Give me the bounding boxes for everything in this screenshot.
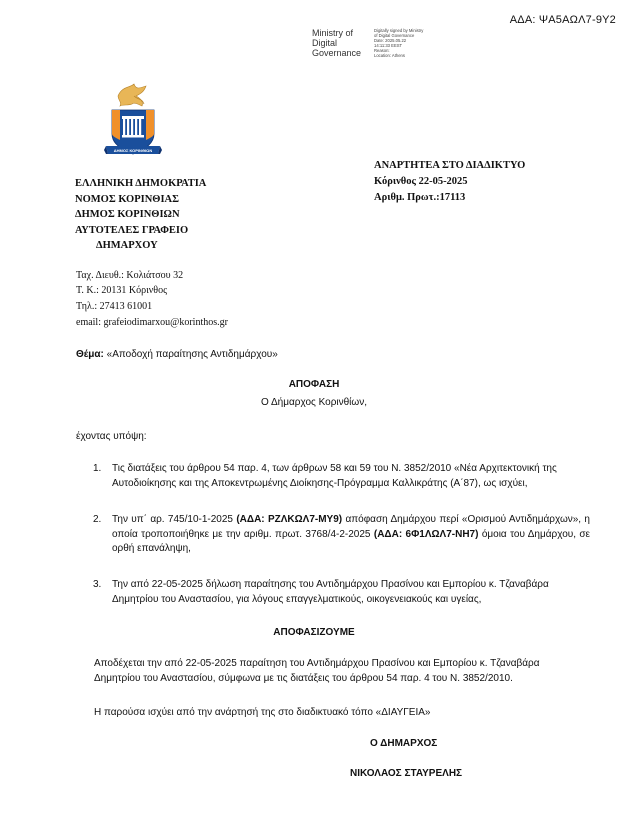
we-decide-title: ΑΠΟΦΑΣΙΖΟΥΜΕ	[273, 627, 355, 638]
signature-line-3: Governance	[312, 48, 362, 58]
decision-line: Αποδέχεται την από 22-05-2025 παραίτηση του Αντιδημάρχου Πρασίνου και Εμπορίου κ. Τζαναβάρα	[94, 658, 540, 669]
item-number: 3.	[93, 579, 102, 590]
protocol-number: Αριθμ. Πρωτ.:17113	[374, 192, 466, 203]
item-text-line: Την από 22-05-2025 δήλωση παραίτησης του Αντιδημάρχου Πρασίνου και Εμπορίου κ. Τζαναβάρα	[112, 579, 549, 590]
decision-line: Δημητρίου του Αναστασίου, σύμφωνα με τις διατάξεις του άρθρου 54 παρ. 4 του Ν. 3852/2010.	[94, 672, 513, 684]
item-text-line: Τις διατάξεις του άρθρου 54 παρ. 4, των άρθρων 58 και 59 του Ν. 3852/2010 «Νέα Αρχιτεκτονική της	[112, 463, 557, 474]
validity-line: Η παρούσα ισχύει από την ανάρτησή της στο διαδικτυακό τόπο «ΔΙΑΥΓΕΙΑ»	[94, 707, 431, 718]
item-text-line: Αυτοδιοίκησης και της Αποκεντρωμένης Διοίκησης-Πρόγραμμα Καλλικράτης (Α΄87), ως ισχύει,	[112, 477, 528, 489]
document-date: Κόρινθος 22-05-2025	[374, 176, 468, 187]
subject-line	[76, 348, 278, 363]
address-email: email: grafeiodimarxou@korinthos.gr	[76, 317, 228, 328]
item-text	[112, 513, 590, 557]
decision-subtitle: Ο Δήμαρχος Κορινθίων,	[260, 397, 367, 408]
signature-detail: Date: 2025.05.22	[374, 38, 407, 43]
signature-detail: 14:11:33 EEST	[374, 43, 403, 48]
item-text-part: απόφαση Δημάρχου περί «Ορισμού Αντιδημάρχων», η οποία τροποποιήθηκε με την αριθμ. πρωτ. 3768/4-2-2025	[112, 514, 590, 540]
subject-text: «Αποδοχή παραίτησης Αντιδημάρχου»	[106, 349, 278, 360]
item-number: 2.	[93, 514, 102, 525]
signature-detail: Location: Athens	[374, 53, 405, 58]
header-office: ΑΥΤΟΤΕΛΕΣ ΓΡΑΦΕΙΟ	[75, 225, 189, 236]
ada-reference: (ΑΔΑ: ΡΖΛΚΩΛ7-ΜΥ9)	[236, 514, 343, 525]
list-item	[0, 513, 628, 563]
ada-reference: (ΑΔΑ: 6Φ1ΛΩΛ7-ΝΗ7)	[373, 528, 479, 540]
municipality-logo	[104, 82, 162, 164]
address-street: Ταχ. Διευθ.: Κολιάτσου 32	[76, 270, 184, 281]
item-number: 1.	[93, 463, 102, 474]
signature-ministry	[312, 28, 361, 58]
header-mayor-office: ΔΗΜΑΡΧΟΥ	[96, 240, 158, 251]
header-municipality: ΔΗΜΟΣ ΚΟΡΙΝΘΙΩΝ	[75, 209, 180, 220]
list-item	[0, 462, 628, 496]
signer-title: Ο ΔΗΜΑΡΧΟΣ	[370, 738, 438, 749]
address-postcode: Τ. Κ.: 20131 Κόρινθος	[76, 285, 168, 296]
signature-detail: Digitally signed by Ministry	[374, 28, 424, 33]
item-text-part: όμοια του Δημάρχου, σε ορθή επανάληψη,	[112, 528, 591, 554]
digital-signature	[312, 28, 452, 68]
subject-label: Θέμα:	[76, 349, 104, 360]
svg-text:ΔΗΜΟΣ ΚΟΡΙΝΘΙΩΝ: ΔΗΜΟΣ ΚΟΡΙΝΘΙΩΝ	[113, 148, 153, 153]
signature-detail: Reason:	[374, 48, 390, 53]
signature-detail: of Digital Governance	[374, 33, 415, 38]
signer-name: ΝΙΚΟΛΑΟΣ ΣΤΑΥΡΕΛΗΣ	[350, 768, 463, 779]
item-text-line: Δημητρίου του Αναστασίου, για λόγους επαγγελματικούς, οικογενειακούς και υγείας,	[112, 593, 482, 605]
header-prefecture: ΝΟΜΟΣ ΚΟΡΙΝΘΙΑΣ	[75, 194, 179, 205]
header-country: ΕΛΛΗΝΙΚΗ ΔΗΜΟΚΡΑΤΙΑ	[75, 178, 207, 189]
list-item	[0, 578, 628, 612]
signature-line-2: Digital	[312, 38, 338, 48]
signature-line-1: Ministry of	[312, 28, 354, 38]
item-text-part: Την υπ΄ αρ. 745/10-1-2025	[112, 514, 237, 525]
having-regard: έχοντας υπόψη:	[76, 431, 147, 442]
address-phone: Τηλ.: 27413 61001	[76, 301, 153, 312]
ada-code: ΑΔΑ: ΨΑ5ΑΩΛ7-9Υ2	[509, 14, 616, 26]
decision-title: ΑΠΟΦΑΣΗ	[288, 379, 340, 390]
publish-online-label: ΑΝΑΡΤΗΤΕΑ ΣΤΟ ΔΙΑΔΙΚΤΥΟ	[374, 160, 526, 171]
decision-body	[94, 657, 594, 686]
signature-details	[374, 28, 454, 58]
